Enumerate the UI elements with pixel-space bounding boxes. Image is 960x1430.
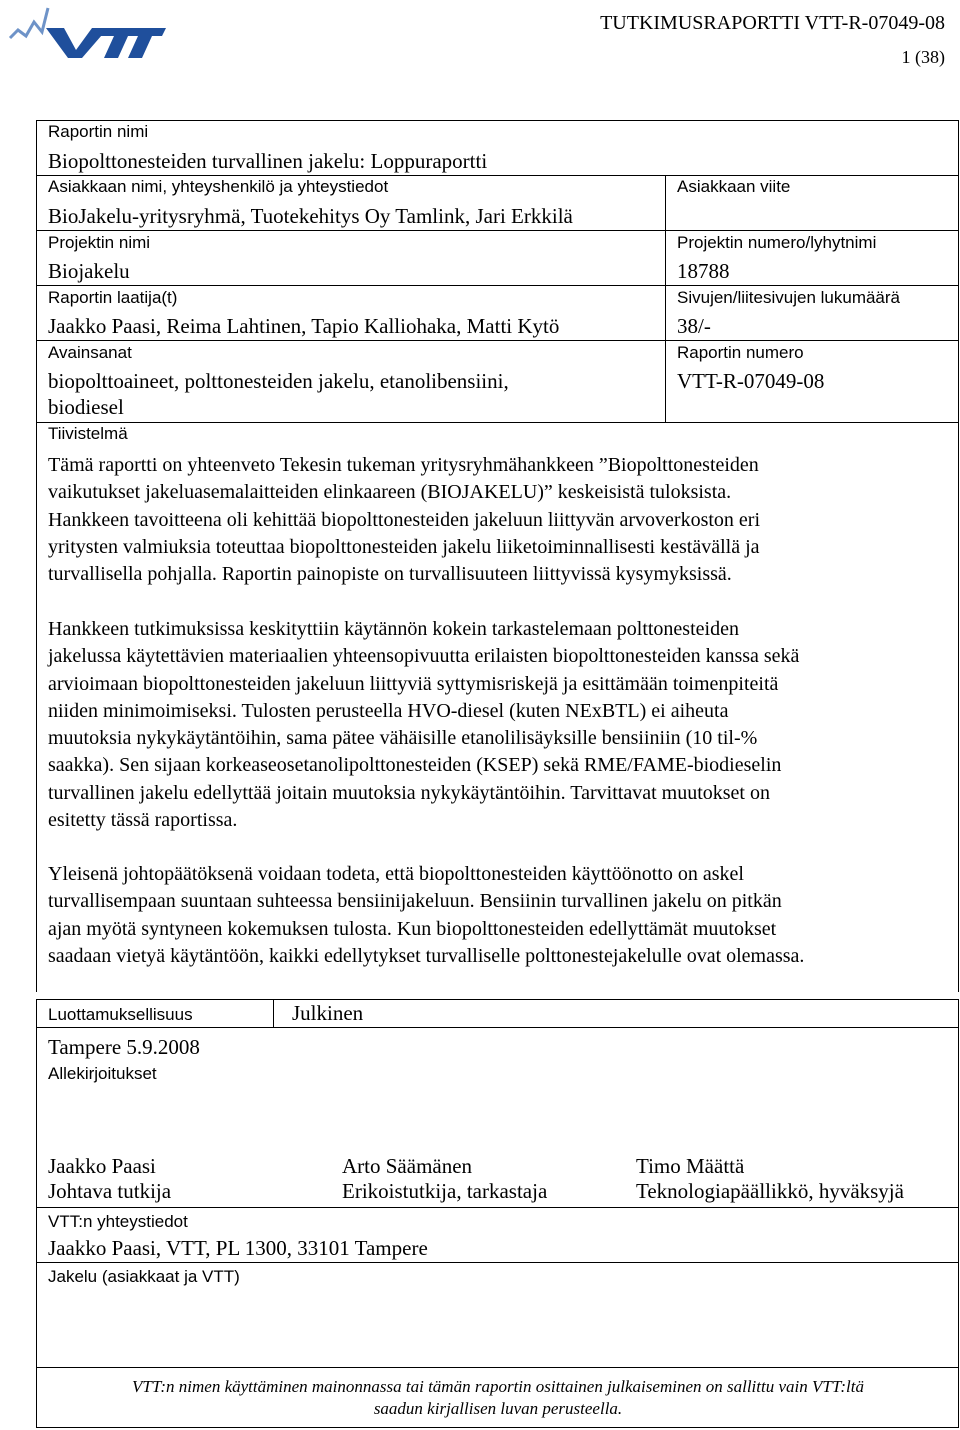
footer-line-2: saadun kirjallisen luvan perusteella. [373,1399,623,1418]
client-label: Asiakkaan nimi, yhteyshenkilö ja yhteystiedot [48,177,389,196]
keywords-label: Avainsanat [48,343,132,362]
abstract-line: turvallisella pohjalla. Raportin painopiste on turvallisuuteen liittyvissä kysymyksissä. [48,563,732,586]
abstract-line: esitetty tässä raportissa. [48,809,238,832]
signer-1-title: Johtava tutkija [48,1179,172,1203]
vtt-logo-mark [8,2,168,62]
abstract-line: saadaan vietyä käytäntöön, kaikki edellytykset turvalliselle polttonestejakelulle ovat olemassa. [48,944,805,967]
signer-3-name: Timo Määttä [636,1154,745,1178]
confidentiality-value: Julkinen [292,1001,364,1025]
abstract-paragraph-2 [48,616,948,834]
abstract-label: Tiivistelmä [48,424,128,443]
client-ref-label: Asiakkaan viite [677,177,791,196]
footer-line-1: VTT:n nimen käyttäminen mainonnassa tai tämän raportin osittainen julkaiseminen on sallittu vain VTT:ltä [132,1377,864,1396]
distribution-label: Jakelu (asiakkaat ja VTT) [48,1267,240,1286]
abstract-paragraph-1 [48,452,948,588]
vtt-logo [8,2,168,62]
project-name-label: Projektin nimi [48,233,151,252]
abstract-line: Yleisenä johtopäätöksenä voidaan todeta, että biopolttonesteiden käyttöönotto on askel [48,863,744,885]
abstract-line: muutoksia nykykäytäntöihin, sama pätee vähäisille etanolilisäyksille bensiiniin (10 til-% [48,727,758,750]
report-number: VTT-R-07049-08 [677,369,825,393]
abstract-line: Tämä raportti on yhteenveto Tekesin tukeman yritysryhmähankkeen ”Biopolttonesteiden [48,454,759,476]
abstract-line: niiden minimoimiseksi. Tulosten perusteella HVO-diesel (kuten NExBTL) ei aiheuta [48,699,729,722]
abstract-line: vaikutukset jakeluasemalaitteiden elinkaareen (BIOJAKELU)” keskeisistä tuloksista. [48,481,732,504]
report-name-label: Raportin nimi [48,122,149,141]
footer-note [36,1376,960,1420]
report-name: Biopolttonesteiden turvallinen jakelu: Loppuraportti [48,149,488,173]
signatures-label: Allekirjoitukset [48,1064,157,1083]
abstract-line: Hankkeen tavoitteena oli kehittää biopolttonesteiden jakeluun liittyvän arvoverkoston eri [48,508,761,531]
pages-label: Sivujen/liitesivujen lukumäärä [677,288,901,307]
signer-2-title: Erikoistutkija, tarkastaja [342,1179,548,1203]
logo-text [8,2,9,3]
keywords-line1: biopolttoaineet, polttonesteiden jakelu, etanolibensiini, [48,369,509,393]
keywords-line2: biodiesel [48,395,124,419]
abstract-line: arvioimaan biopolttonesteiden jakeluun liittyviä syttymisriskejä ja esittämään toimenpiteitä [48,672,779,695]
pages-value: 38/- [677,314,711,338]
signer-1-name: Jaakko Paasi [48,1154,156,1178]
project-number: 18788 [677,259,730,283]
authors-value: Jaakko Paasi, Reima Lahtinen, Tapio Kalliohaka, Matti Kytö [48,314,560,338]
abstract-line: saakka). Sen sijaan korkeaseosetanolipolttonesteiden (KSEP) sekä RME/FAME-biodieselin [48,754,782,777]
place-date: Tampere 5.9.2008 [48,1035,200,1059]
abstract-paragraph-3 [48,861,948,970]
project-number-label: Projektin numero/lyhytnimi [677,233,877,252]
abstract-line: turvallisempaan suuntaan suhteessa bensiinijakeluun. Bensiinin turvallinen jakelu on pitkän [48,890,782,913]
authors-label: Raportin laatija(t) [48,288,178,307]
page-number: 1 (38) [901,47,945,67]
report-number-label: Raportin numero [677,343,804,362]
project-name: Biojakelu [48,259,130,283]
abstract-line: turvallinen jakelu edellyttää joitain muutoksia nykykäytäntöihin. Tarvittavat muutokset on [48,781,770,804]
contact-value: Jaakko Paasi, VTT, PL 1300, 33101 Tampere [48,1236,428,1260]
contact-label: VTT:n yhteystiedot [48,1212,188,1231]
client-value: BioJakelu-yritysryhmä, Tuotekehitys Oy Tamlink, Jari Erkkilä [48,204,573,228]
confidentiality-label: Luottamuksellisuus [48,1005,193,1024]
report-id-header: TUTKIMUSRAPORTTI VTT-R-07049-08 [600,12,945,34]
abstract-line: jakelussa käytettävien materiaalien yhteensopivuutta erilaisten biopolttonesteiden kanssa sekä [48,645,800,668]
abstract-line: Hankkeen tutkimuksissa keskityttiin käytännön kokein tarkastelemaan polttonesteiden [48,618,739,640]
abstract-line: ajan myötä syntyneen kokemuksen tulosta. Kun biopolttonesteiden edellyttämät muutokset [48,917,777,940]
signer-2-name: Arto Säämänen [342,1154,473,1178]
abstract-line: yritysten valmiuksia toteuttaa biopolttonesteiden jakelu liiketoiminnallisesti kestävällä ja [48,535,760,558]
signer-3-title: Teknologiapäällikkö, hyväksyjä [636,1179,904,1203]
